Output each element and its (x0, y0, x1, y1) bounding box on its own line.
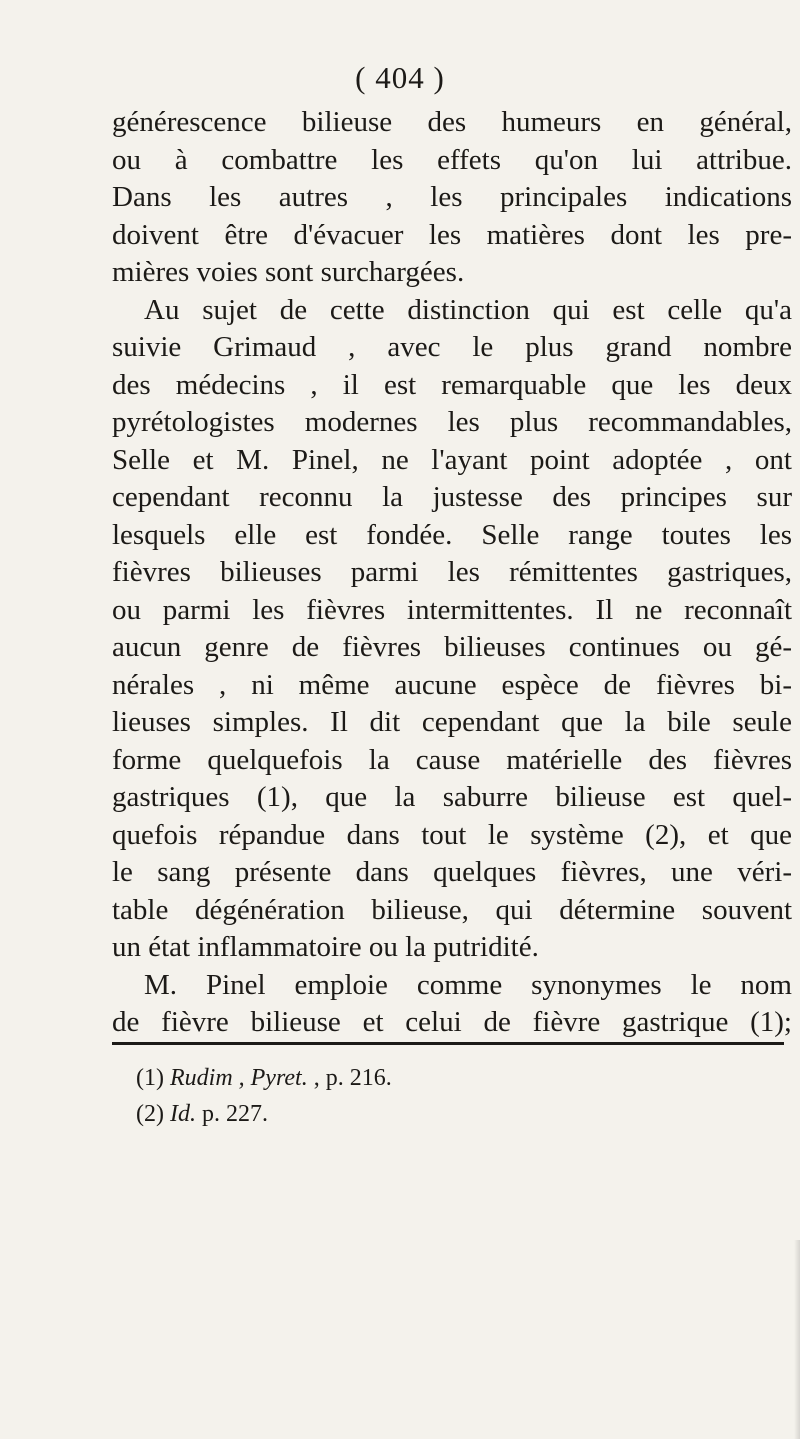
text-line: table dégénération bilieuse, qui détermine souvent (112, 893, 792, 926)
text-line: ou parmi les fièvres intermittentes. Il ne reconnaît (112, 593, 792, 626)
text-line: pyrétologistes modernes les plus recommandables, (112, 406, 792, 438)
text-line: lesquels elle est fondée. Selle range toutes les (112, 518, 792, 551)
text-line: mières voies sont surchargées. (112, 256, 465, 288)
footnote-marker: (1) (136, 1065, 164, 1091)
text-line: gastriques (1), que la saburre bilieuse est quel- (112, 781, 792, 813)
main-text (112, 104, 792, 1042)
page-number: ( 404 ) (355, 60, 445, 95)
text-line: Selle et M. Pinel, ne l'ayant point adoptée , ont (112, 443, 792, 476)
text-line: cependant reconnu la justesse des principes sur (112, 481, 792, 513)
text-line: nérales , ni même aucune espèce de fièvres bi- (112, 668, 792, 701)
text-line: M. Pinel emploie comme synonymes le nom (144, 968, 792, 1001)
footnote-title: Rudim , Pyret. (169, 1065, 308, 1091)
text-line: quefois répandue dans tout le système (2), et que (112, 818, 792, 851)
footnote-text: p. 227. (195, 1101, 268, 1127)
text-line: doivent être d'évacuer les matières dont les pre- (112, 218, 792, 251)
footnote (136, 1096, 736, 1132)
footnote-title: Id. (169, 1101, 196, 1127)
text-line: générescence bilieuse des humeurs en général, (112, 106, 792, 138)
text-line: aucun genre de fièvres bilieuses continues ou gé- (112, 631, 792, 663)
text-line: lieuses simples. Il dit cependant que la bile seule (112, 706, 792, 738)
footnote-divider (112, 1042, 784, 1045)
text-line: ou à combattre les effets qu'on lui attribue. (112, 143, 792, 176)
text-line: Au sujet de cette distinction qui est celle qu'a (144, 293, 792, 326)
text-line: un état inflammatoire ou la putridité. (112, 931, 539, 963)
text-line: fièvres bilieuses parmi les rémittentes gastriques, (112, 556, 792, 588)
footnotes (136, 1060, 736, 1132)
text-line: forme quelquefois la cause matérielle des fièvres (112, 743, 792, 776)
footnote-marker: (2) (136, 1101, 164, 1127)
text-line: le sang présente dans quelques fièvres, une véri- (112, 856, 792, 888)
footnote (136, 1060, 736, 1096)
page-edge-shadow (794, 1240, 800, 1439)
text-line: de fièvre bilieuse et celui de fièvre gastrique (1); (112, 1006, 792, 1038)
text-line: des médecins , il est remarquable que les deux (112, 368, 792, 401)
footnote-text: , p. 216. (307, 1065, 392, 1091)
text-line: Dans les autres , les principales indications (112, 181, 792, 213)
text-line: suivie Grimaud , avec le plus grand nombre (112, 331, 792, 363)
